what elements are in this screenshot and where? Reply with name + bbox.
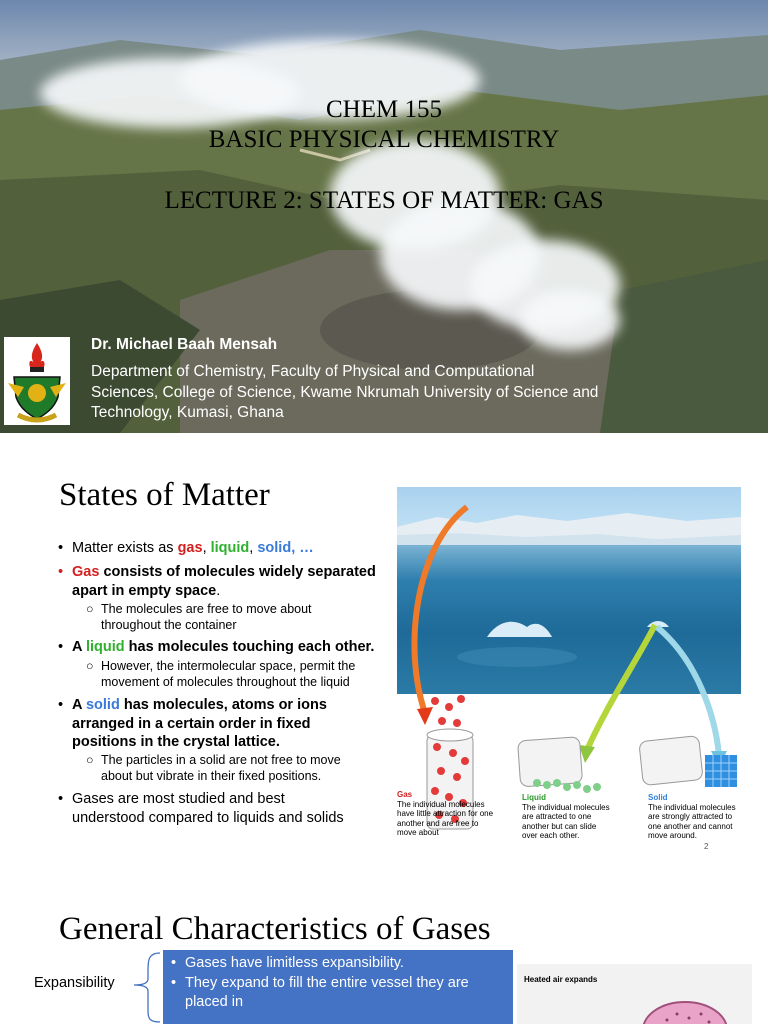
liquid-arrow (587, 625, 655, 750)
liquid-caption: Liquid The individual molecules are attracted to one another but can slide over each other. (522, 793, 610, 840)
bullet-item: • Gases have limitless expansibility. (171, 955, 404, 971)
title-slide (0, 0, 768, 433)
bullet-item: • Matter exists as gas, liquid, solid, … (58, 540, 314, 556)
lecture-title: LECTURE 2: STATES OF MATTER: GAS (164, 187, 604, 214)
knust-logo (4, 337, 70, 425)
bullet-item: • Gas consists of molecules widely separated apart in empty space. (58, 564, 376, 599)
affiliation-line: Technology, Kumasi, Ghana (91, 404, 284, 421)
solid-term: solid (85, 697, 120, 713)
affiliation-line: Sciences, College of Science, Kwame Nkrumah University of Science and (91, 383, 599, 401)
left-brace-icon (128, 951, 164, 1024)
sub-bullet: ○ The molecules are free to move about throughout the container (86, 602, 312, 632)
solid-term: solid (257, 540, 292, 556)
gas-term: gas (177, 540, 203, 556)
gas-arrow (414, 507, 467, 713)
gas-caption: Gas The individual molecules have little attraction for one another and are free to move about (397, 790, 494, 837)
department-affiliation (91, 362, 681, 424)
gas-characteristics-slide (0, 893, 768, 1024)
course-code: CHEM 155 (326, 96, 442, 123)
course-title: BASIC PHYSICAL CHEMISTRY (208, 126, 560, 153)
sub-bullet: ○ The particles in a solid are not free to move about but vibrate in their fixed positions. (86, 753, 341, 783)
states-of-matter-slide (0, 445, 768, 860)
affiliation-line: Department of Chemistry, Faculty of Physical and Computational (91, 363, 535, 380)
sub-bullet: ○ However, the intermolecular space, permit the movement of molecules throughout the liquid (86, 659, 356, 689)
liquid-term: liquid (210, 540, 250, 556)
steam-plume (520, 290, 620, 350)
solid-arrow (657, 627, 719, 755)
gas-term: Gas (72, 564, 100, 580)
slide-title: General Characteristics of Gases (59, 911, 491, 947)
heated-air-figure (517, 964, 752, 1024)
solid-container (639, 736, 737, 787)
page-number: 2 (704, 842, 709, 851)
bullet-item: • They expand to fill the entire vessel they are placed in (171, 975, 469, 1010)
slide-title: States of Matter (59, 477, 270, 513)
expansibility-label: Expansibility (34, 975, 115, 991)
figure-caption: Heated air expands (524, 975, 598, 984)
bullet-item: • A solid has molecules, atoms or ions arranged in a certain order in fixed positions in the crystal lattice. (58, 697, 327, 750)
liquid-term: liquid (85, 639, 125, 655)
solid-caption: Solid The individual molecules are strongly attracted to one another and cannot move around. (648, 793, 736, 840)
expansibility-box (163, 950, 513, 1024)
bullet-item: • A liquid has molecules touching each other. (58, 639, 375, 655)
bullet-item: • Gases are most studied and best understood compared to liquids and solids (58, 791, 344, 826)
author-name: Dr. Michael Baah Mensah (91, 336, 278, 353)
